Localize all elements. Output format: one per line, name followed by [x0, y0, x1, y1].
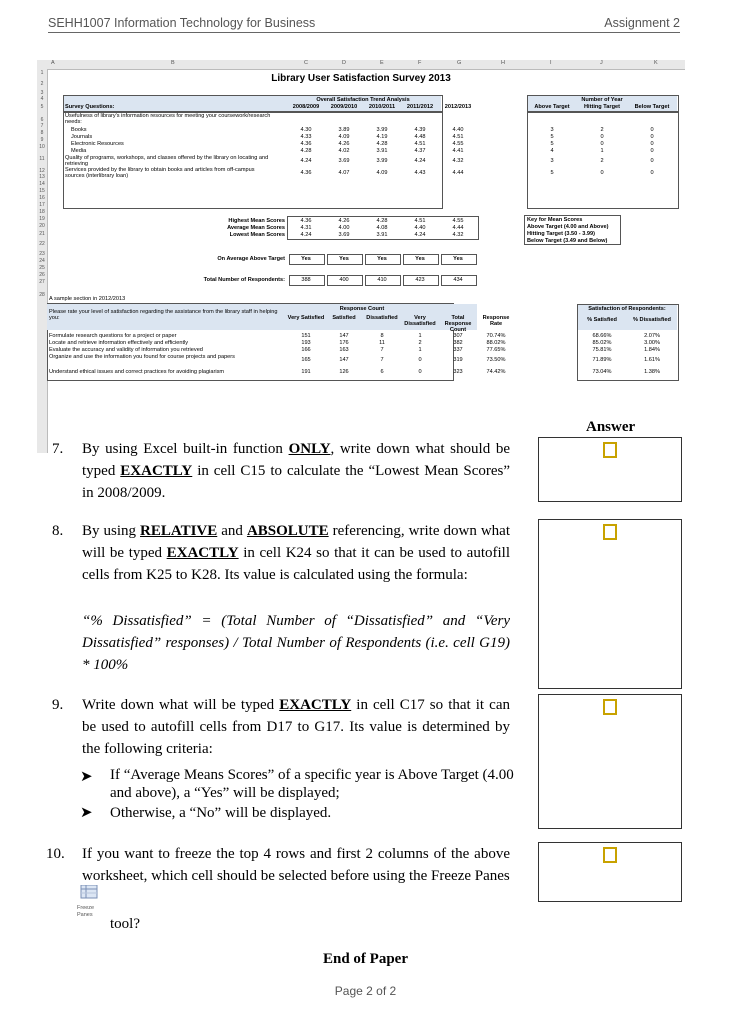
row-header[interactable]: 22 [39, 241, 45, 247]
response-column-header: Satisfied [332, 315, 356, 321]
placeholder-glyph-icon [603, 524, 617, 540]
bullet-arrow-icon: ➤ [80, 769, 93, 785]
above-target-value: Yes [301, 256, 311, 262]
target-count: 2 [600, 127, 604, 133]
sample-dissatisfied: 1.84% [644, 347, 660, 353]
column-header[interactable]: C [304, 60, 308, 66]
sample-row-label: Understand ethical issues and correct practices for avoiding plagiarism [49, 369, 225, 375]
column-header[interactable]: E [380, 60, 384, 66]
row-header[interactable]: 21 [39, 231, 45, 237]
respondents-label: Total Number of Respondents: [203, 277, 285, 283]
question-number: 9. [52, 697, 64, 713]
course-title: SEHH1007 Information Technology for Business [48, 16, 316, 30]
respondent-count: 400 [339, 277, 349, 283]
sample-value: 147 [339, 357, 349, 363]
mean-score: 4.33 [300, 134, 312, 140]
sample-value: 323 [453, 369, 463, 375]
trend-header: Overall Satisfaction Trend Analysis [316, 97, 410, 103]
assignment-label: Assignment 2 [604, 16, 680, 30]
key-line: Above Target (4.00 and Above) [527, 224, 609, 230]
formula-text: “% Dissatisfied” = (Total Number of “Dissatisfied” and “Very Dissatisfied” responses) / Total Number of Respondents (i.e. cell G19) * 100% [82, 613, 510, 673]
target-header: Above Target [534, 104, 570, 110]
sample-value: 0 [418, 357, 422, 363]
question-label: Services provided by the library to obtain books and articles from off-campus sources (interlibrary loan) [65, 167, 255, 179]
stats-value: 4.26 [338, 218, 350, 224]
row-headers [37, 69, 48, 453]
sample-value: 70.74% [486, 333, 506, 339]
answer-box-9[interactable] [538, 694, 682, 829]
column-header[interactable]: I [550, 60, 552, 66]
row-header[interactable]: 6 [40, 117, 44, 123]
target-count: 5 [550, 134, 554, 140]
response-count-header: Response Count [339, 306, 385, 312]
bullet-text: If “Average Means Scores” of a specific year is Above Target (4.00 and above), a “Yes” will be displayed; [110, 767, 514, 801]
question-label: Electronic Resources [71, 141, 124, 147]
target-count: 4 [550, 148, 554, 154]
mean-score: 4.44 [452, 170, 464, 176]
mean-score: 3.89 [338, 127, 350, 133]
target-count: 2 [600, 158, 604, 164]
sample-value: 1 [418, 347, 422, 353]
target-count: 0 [650, 148, 654, 154]
placeholder-glyph-icon [603, 442, 617, 458]
satisfaction-column-header: % Dissatisfied [633, 317, 671, 323]
above-target-value: Yes [377, 256, 387, 262]
row-header[interactable]: 20 [39, 223, 45, 229]
sample-value: 7 [380, 357, 384, 363]
sample-value: 151 [301, 333, 311, 339]
stats-value: 4.32 [452, 232, 464, 238]
bullet-text: Otherwise, a “No” will be displayed. [110, 805, 332, 821]
question-text: Write down what will be typed EXACTLY in cell C17 so that it can be used to autofill cells from D17 to G17. Its value is determined by the following criteria: [82, 697, 510, 757]
row-header[interactable]: 15 [39, 188, 45, 194]
sample-value: 163 [339, 347, 349, 353]
sample-value: 77.65% [486, 347, 506, 353]
target-header: Below Target [634, 104, 670, 110]
sample-value: 11 [379, 340, 385, 346]
sample-row-label: Evaluate the accuracy and validity of information you retrieved [49, 347, 203, 353]
row-header[interactable]: 25 [39, 265, 45, 271]
sample-row-label: Locate and retrieve information effectively and efficiently [49, 340, 189, 346]
stats-value: 4.51 [414, 218, 426, 224]
stats-value: 4.08 [376, 225, 388, 231]
sample-value: 191 [301, 369, 311, 375]
answer-box-7[interactable] [538, 437, 682, 502]
column-header[interactable]: J [600, 60, 603, 66]
sample-dissatisfied: 3.00% [644, 340, 660, 346]
question-label: Media [71, 148, 87, 154]
sample-satisfied: 68.66% [592, 333, 612, 339]
year-header: 2008/2009 [292, 104, 320, 110]
row-header[interactable]: 27 [39, 279, 45, 285]
mean-score: 4.09 [338, 134, 350, 140]
page-header [48, 14, 680, 33]
sheet-title: Library User Satisfaction Survey 2013 [271, 73, 451, 84]
row-header[interactable]: 16 [39, 195, 45, 201]
sample-satisfied: 75.81% [592, 347, 612, 353]
target-count: 0 [650, 158, 654, 164]
mean-score: 4.30 [300, 127, 312, 133]
question-label: Quality of programs, workshops, and classes offered by the library on locating and retrieving [65, 155, 269, 167]
stats-value: 4.00 [338, 225, 350, 231]
sample-label: A sample section in 2012/2013 [49, 296, 126, 302]
mean-score: 4.24 [300, 158, 312, 164]
year-header: 2009/2010 [330, 104, 358, 110]
answer-box-10[interactable] [538, 842, 682, 902]
sample-value: 193 [301, 340, 311, 346]
mean-score: 4.43 [414, 170, 426, 176]
row-header[interactable]: 24 [39, 258, 45, 264]
key-line: Hitting Target (3.50 - 3.99) [527, 231, 595, 237]
question-text: If you want to freeze the top 4 rows and first 2 columns of the above worksheet, which cell should be selected before using the Freeze Panes [82, 846, 510, 884]
response-column-header: Total Response Count [444, 315, 472, 333]
target-count: 1 [600, 148, 604, 154]
target-header: Hitting Target [584, 104, 620, 110]
row-header[interactable]: 14 [39, 181, 45, 187]
year-header: 2010/2011 [368, 104, 396, 110]
row-header[interactable]: 23 [39, 251, 45, 257]
sample-row-label: Formulate research questions for a project or paper [49, 333, 177, 339]
column-header[interactable]: A [51, 60, 55, 66]
year-header: 2011/2012 [406, 104, 434, 110]
num-year-header: Number of Year [581, 97, 623, 103]
mean-score: 4.02 [338, 148, 350, 154]
freeze-panes-icon [78, 885, 100, 907]
above-target-value: Yes [339, 256, 349, 262]
row-header[interactable]: 3 [40, 90, 44, 96]
mean-score: 4.51 [452, 134, 464, 140]
row-header[interactable]: 13 [39, 174, 45, 180]
question-label: Usefulness of library's information resources for meeting your coursework/research needs: [65, 113, 271, 125]
row-header[interactable]: 4 [40, 96, 44, 102]
row-header[interactable]: 8 [40, 130, 44, 136]
sample-value: 319 [453, 357, 463, 363]
mean-score: 4.37 [414, 148, 426, 154]
mean-score: 3.99 [376, 158, 388, 164]
row-header[interactable]: 17 [39, 202, 45, 208]
response-column-header: Response Rate [482, 315, 510, 327]
column-header[interactable]: H [501, 60, 505, 66]
stats-value: 4.44 [452, 225, 464, 231]
stats-value: 4.31 [300, 225, 312, 231]
row-header[interactable]: 19 [39, 216, 45, 222]
stats-value: 3.91 [376, 232, 388, 238]
column-header[interactable]: D [342, 60, 346, 66]
target-count: 3 [550, 158, 554, 164]
sample-dissatisfied: 2.07% [644, 333, 660, 339]
sample-value: 337 [453, 347, 463, 353]
target-count: 0 [600, 141, 604, 147]
sample-value: 8 [380, 333, 384, 339]
sample-value: 74.42% [486, 369, 506, 375]
key-line: Key for Mean Scores [527, 217, 583, 223]
target-count: 5 [550, 141, 554, 147]
stats-value: 4.24 [300, 232, 312, 238]
sample-dissatisfied: 1.61% [644, 357, 660, 363]
mean-score: 4.19 [376, 134, 388, 140]
row-header[interactable]: 1 [40, 70, 44, 76]
sample-value: 2 [418, 340, 422, 346]
column-header[interactable]: K [654, 60, 658, 66]
target-count: 0 [600, 170, 604, 176]
sample-satisfied: 85.02% [592, 340, 612, 346]
year-header: 2012/2013 [444, 104, 472, 110]
answer-box-8[interactable] [538, 519, 682, 689]
target-count: 3 [550, 127, 554, 133]
mean-score: 4.40 [452, 127, 464, 133]
mean-score: 4.39 [414, 127, 426, 133]
mean-score: 4.51 [414, 141, 426, 147]
stats-label: Average Mean Scores [227, 225, 285, 231]
question-label: Books [71, 127, 87, 133]
stats-label: Highest Mean Scores [228, 218, 285, 224]
above-target-value: Yes [415, 256, 425, 262]
stats-value: 3.69 [338, 232, 350, 238]
question-number: 8. [52, 523, 64, 539]
mean-score: 3.91 [376, 148, 388, 154]
mean-score: 4.09 [376, 170, 388, 176]
target-count: 0 [650, 134, 654, 140]
satisfaction-column-header: % Satisfied [587, 317, 617, 323]
sample-value: 88.02% [486, 340, 506, 346]
rate-label: Please rate your level of satisfaction regarding the assistance from the library staff in helping you: [49, 309, 278, 321]
satisfaction-header: Satisfaction of Respondents: [588, 306, 666, 312]
respondent-count: 434 [453, 277, 463, 283]
mean-score: 3.99 [376, 127, 388, 133]
mean-score: 4.28 [376, 141, 388, 147]
page-number: Page 2 of 2 [334, 984, 397, 998]
target-count: 5 [550, 170, 554, 176]
sample-value: 147 [339, 333, 349, 339]
response-column-header: Very Satisfied [287, 315, 325, 321]
freeze-panes-label: Freeze Panes [77, 905, 95, 918]
bullet-arrow-icon: ➤ [80, 805, 93, 821]
question-text: By using Excel built-in function ONLY, write down what should be typed EXACTLY in cell C15 to calculate the “Lowest Mean Scores” in 2008/2009. [82, 441, 510, 501]
question-number: 10. [46, 846, 65, 862]
target-count: 0 [600, 134, 604, 140]
question-label: Journals [71, 134, 93, 140]
mean-score: 4.24 [414, 158, 426, 164]
sample-value: 176 [339, 340, 349, 346]
sample-value: 307 [453, 333, 463, 339]
row-header[interactable]: 7 [40, 123, 44, 129]
row-header[interactable]: 10 [39, 144, 45, 150]
tool-text: tool? [110, 916, 140, 932]
sample-value: 382 [453, 340, 463, 346]
spreadsheet-screenshot [37, 60, 685, 453]
response-column-header: Very Dissatisfied [404, 315, 436, 327]
response-column-header: Dissatisfied [366, 315, 398, 321]
mean-score: 3.69 [338, 158, 350, 164]
sample-value: 0 [418, 369, 422, 375]
mean-score: 4.55 [452, 141, 464, 147]
target-count: 0 [650, 127, 654, 133]
stats-value: 4.55 [452, 218, 464, 224]
above-target-label: On Average Above Target [217, 256, 285, 262]
sample-value: 7 [380, 347, 384, 353]
target-count: 0 [650, 141, 654, 147]
survey-label: Survey Questions: [65, 104, 115, 110]
answer-heading: Answer [586, 419, 636, 435]
sample-row-label: Organize and use the information you found for course projects and papers [49, 354, 235, 360]
sample-value: 73.50% [486, 357, 506, 363]
row-header[interactable]: 28 [39, 292, 45, 298]
question-number: 7. [52, 441, 64, 457]
row-header[interactable]: 2 [40, 81, 44, 87]
respondent-count: 423 [415, 277, 425, 283]
stats-value: 4.40 [414, 225, 426, 231]
sample-value: 166 [301, 347, 311, 353]
column-header[interactable]: G [457, 60, 462, 66]
row-header[interactable]: 9 [40, 137, 44, 143]
question-text: By using RELATIVE and ABSOLUTE referencing, write down what will be typed EXACTLY in cell K24 so that it can be used to autofill cells from K25 to K28. Its value is calculated using the formula: [82, 523, 510, 583]
target-count: 0 [650, 170, 654, 176]
stats-value: 4.28 [376, 218, 388, 224]
key-line: Below Target (3.49 and Below) [527, 238, 608, 244]
column-header[interactable]: F [418, 60, 422, 66]
sample-satisfied: 71.89% [592, 357, 612, 363]
sample-value: 1 [418, 333, 422, 339]
mean-score: 4.28 [300, 148, 312, 154]
mean-score: 4.48 [414, 134, 426, 140]
row-header[interactable]: 12 [39, 168, 45, 174]
mean-score: 4.41 [452, 148, 464, 154]
placeholder-glyph-icon [603, 699, 617, 715]
mean-score: 4.32 [452, 158, 464, 164]
mean-score: 4.07 [338, 170, 350, 176]
column-header[interactable]: B [171, 60, 175, 66]
mean-score: 4.36 [300, 170, 312, 176]
mean-score: 4.36 [300, 141, 312, 147]
stats-label: Lowest Mean Scores [229, 232, 285, 238]
mean-score: 4.26 [338, 141, 350, 147]
row-header[interactable]: 18 [39, 209, 45, 215]
sample-value: 6 [380, 369, 384, 375]
above-target-value: Yes [453, 256, 463, 262]
placeholder-glyph-icon [603, 847, 617, 863]
stats-value: 4.24 [414, 232, 426, 238]
end-of-paper: End of Paper [322, 951, 408, 967]
row-header[interactable]: 11 [39, 156, 45, 162]
column-headers [37, 60, 685, 70]
respondent-count: 388 [301, 277, 311, 283]
row-header[interactable]: 5 [40, 104, 44, 110]
sample-value: 126 [339, 369, 349, 375]
sample-satisfied: 73.04% [592, 369, 612, 375]
sample-dissatisfied: 1.38% [644, 369, 660, 375]
respondent-count: 410 [377, 277, 387, 283]
stats-value: 4.36 [300, 218, 312, 224]
row-header[interactable]: 26 [39, 272, 45, 278]
sample-value: 165 [301, 357, 311, 363]
